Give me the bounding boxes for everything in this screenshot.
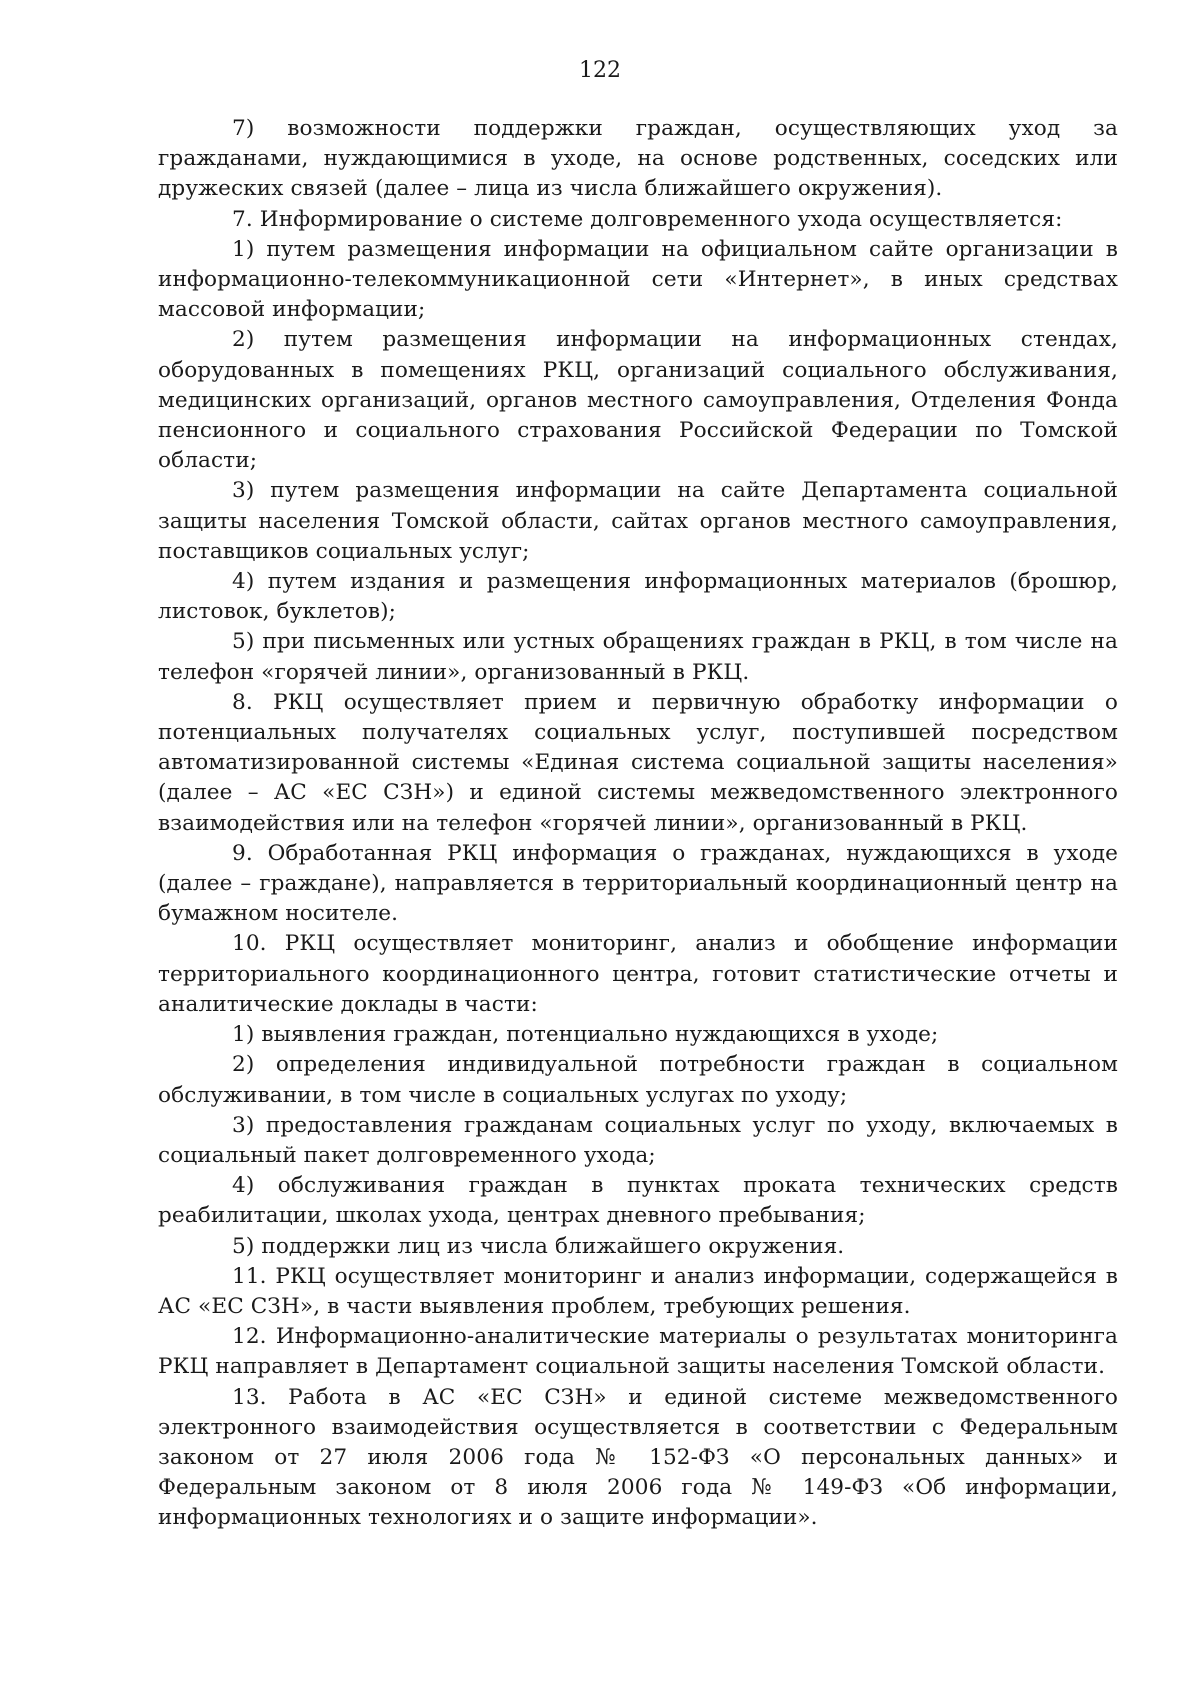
paragraph-8-intake: 8. РКЦ осуществляет прием и первичную обработку информации о потенциальных получателях социальных услуг, поступившей посредством автоматизированной системы «Единая система социальной защиты населения» (далее – АС «ЕС СЗН») и единой системы межведомственного электронного взаимодействия или на телефон «горячей линии», организованный в РКЦ. <box>158 689 1118 836</box>
paragraph-item-2-needs: 2) определения индивидуальной потребности граждан в социальном обслуживании, в том числе в социальных услугах по уходу; <box>158 1052 1118 1108</box>
paragraph-item-3-services: 3) предоставления гражданам социальных услуг по уходу, включаемых в социальный пакет долговременного ухода; <box>158 1112 1118 1168</box>
document-body <box>158 114 1118 1534</box>
paragraph-item-2-stands: 2) путем размещения информации на информационных стендах, оборудованных в помещениях РКЦ, организаций социального обслуживания, медицинских организаций, органов местного самоуправления, Отделения Фонда пенсионного и социального страхования Российской Федерации по Томской области; <box>158 327 1118 474</box>
paragraph-item-3-department-site: 3) путем размещения информации на сайте Департамента социальной защиты населения Томской области, сайтах органов местного самоуправления, поставщиков социальных услуг; <box>158 478 1118 564</box>
paragraph-item-1-identification: 1) выявления граждан, потенциально нуждающихся в уходе; <box>232 1022 939 1048</box>
paragraph-item-5-requests: 5) при письменных или устных обращениях граждан в РКЦ, в том числе на телефон «горячей линии», организованный в РКЦ. <box>158 629 1118 685</box>
paragraph-12-reports: 12. Информационно-аналитические материалы о результатах мониторинга РКЦ направляет в Департамент социальной защиты населения Томской области. <box>158 1324 1118 1380</box>
paragraph-11-analysis: 11. РКЦ осуществляет мониторинг и анализ информации, содержащейся в АС «ЕС СЗН», в части выявления проблем, требующих решения. <box>158 1263 1118 1319</box>
paragraph-13-legal-basis: 13. Работа в АС «ЕС СЗН» и единой системе межведомственного электронного взаимодействия осуществляется в соответствии с Федеральным законом от 27 июля 2006 года № 152-ФЗ «О персональных данных» и Федеральным законом от 8 июля 2006 года № 149-ФЗ «Об информации, информационных технологиях и о защите информации». <box>158 1384 1118 1531</box>
paragraph-7-informing: 7. Информирование о системе долговременного ухода осуществляется: <box>232 206 1063 232</box>
paragraph-item-4-materials: 4) путем издания и размещения информационных материалов (брошюр, листовок, буклетов); <box>158 569 1118 625</box>
page-number: 122 <box>579 58 621 83</box>
paragraph-10-monitoring: 10. РКЦ осуществляет мониторинг, анализ и обобщение информации территориального координационного центра, готовит статистические отчеты и аналитические доклады в части: <box>158 931 1118 1017</box>
paragraph-9-processed-info: 9. Обработанная РКЦ информация о гражданах, нуждающихся в уходе (далее – граждане), направляется в территориальный координационный центр на бумажном носителе. <box>158 840 1118 927</box>
paragraph-item-4-rental: 4) обслуживания граждан в пунктах проката технических средств реабилитации, школах ухода, центрах дневного пребывания; <box>158 1173 1118 1229</box>
paragraph-item-5-support-persons: 5) поддержки лиц из числа ближайшего окружения. <box>232 1233 845 1259</box>
paragraph-item-1-website: 1) путем размещения информации на официальном сайте организации в информационно-телекоммуникационной сети «Интернет», в иных средствах массовой информации; <box>158 236 1118 323</box>
paragraph-item-7-support: 7) возможности поддержки граждан, осуществляющих уход за гражданами, нуждающимися в уходе, на основе родственных, соседских или дружеских связей (далее – лица из числа ближайшего окружения). <box>158 116 1118 202</box>
